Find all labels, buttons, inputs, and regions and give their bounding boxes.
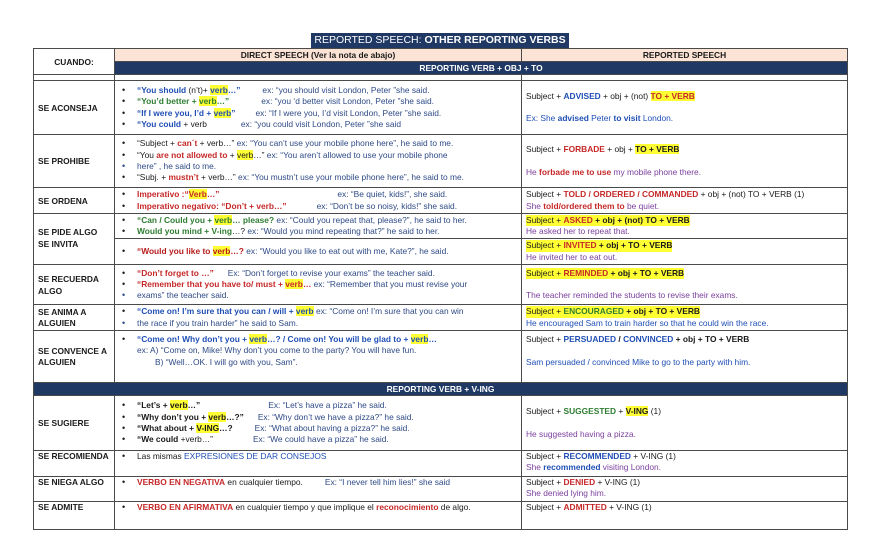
direct-sugiere	[115, 396, 522, 451]
reported-recuerda: Subject + REMINDED + obj + TO + VERB The teacher reminded the students to revise their exams.	[522, 265, 848, 305]
direct-niega	[115, 477, 522, 502]
list-item: • “Come on! Why don’t you + verb…? / Come on! You will be glad to + verb…	[119, 334, 517, 345]
section2-row	[34, 383, 848, 396]
title-part1: REPORTED SPEECH:	[314, 34, 425, 46]
direct-prohibe	[115, 135, 522, 188]
when-niega: SE NIEGA ALGO	[34, 477, 115, 502]
when-admite: SE ADMITE	[34, 502, 115, 530]
reported-sugiere: Subject + SUGGESTED + V-ING (1) He suggested having a pizza.	[522, 396, 848, 451]
list-item: • “Let’s + verb…” Ex: “Let’s have a pizza” he said.	[119, 400, 517, 411]
direct-recomienda	[115, 451, 522, 477]
row-anima	[34, 305, 848, 331]
reported-admite: Subject + ADMITTED + V-ING (1)	[522, 502, 848, 530]
reported-ordena: Subject + TOLD / ORDERED / COMMANDED + obj + (not) TO + VERB (1) She told/ordered them to be quiet.	[522, 188, 848, 214]
row-invita	[34, 239, 848, 265]
list-item: • “Why don’t you + verb…?” Ex: “Why don’t we have a pizza?” he said.	[119, 412, 517, 423]
reported-speech-table	[33, 48, 848, 530]
list-item: • “Would you like to verb…? ex: “Would you like to eat out with me, Kate?”, he said.	[119, 246, 517, 257]
section-header-ving: REPORTING VERB + V-ING	[34, 383, 848, 396]
list-item-cont: • here” , he said to me.	[119, 161, 517, 172]
page-title	[311, 33, 568, 48]
list-item: • “We could +verb…” Ex: “We could have a pizza” he said.	[119, 434, 517, 445]
list-item-cont: • the race if you train harder” he said to Sam.	[119, 318, 517, 329]
reported-convence: Subject + PERSUADED / CONVINCED + obj + TO + VERB Sam persuaded / convinced Mike to go to the party with him.	[522, 331, 848, 383]
direct-aconseja	[115, 81, 522, 135]
reported-anima: Subject + ENCOURAGED + obj + TO + VERB He encouraged Sam to train harder so that he could win the race.	[522, 305, 848, 331]
list-item: • VERBO EN NEGATIVA en cualquier tiempo. Ex: “I never tell him lies!” she said	[119, 477, 517, 488]
row-pide	[34, 214, 848, 239]
list-item: • Would you mind + V-ing…? ex: “Would you mind repeating that?” he said to her.	[119, 226, 517, 237]
reported-recomienda: Subject + RECOMMENDED + V-ING (1) She recommended visiting London.	[522, 451, 848, 477]
when-prohibe: SE PROHIBE	[34, 135, 115, 188]
list-item: • “You could + verb ex: “you could visit London, Peter ”she said	[119, 119, 517, 130]
title-part2: OTHER REPORTING VERBS	[424, 34, 566, 46]
list-item: • “Can / Could you + verb… please? ex: “Could you repeat that, please?”, he said to her.	[119, 215, 517, 226]
example-a: ex: A) “Come on, Mike! Why don’t you come to the party? You will have fun.	[137, 345, 417, 356]
row-niega	[34, 477, 848, 502]
list-item: • “You should (n’t)+ verb…” ex: “you should visit London, Peter ”she said.	[119, 85, 517, 96]
list-item: • “Come on! I’m sure that you can / will + verb ex: “Come on! I’m sure that you can win	[119, 306, 517, 317]
row-prohibe	[34, 135, 848, 188]
row-recuerda	[34, 265, 848, 305]
row-admite	[34, 502, 848, 530]
list-item: • “Subj. + mustn’t + verb…” ex: “You mustn’t use your mobile phone here”, he said to me.	[119, 172, 517, 183]
row-sugiere	[34, 396, 848, 451]
list-item: • Las mismas EXPRESIONES DE DAR CONSEJOS	[119, 451, 517, 462]
header-reported: REPORTED SPEECH	[522, 49, 848, 62]
when-recuerda: SE RECUERDA ALGO	[34, 265, 115, 305]
row-aconseja	[34, 81, 848, 135]
when-aconseja: SE ACONSEJA	[34, 81, 115, 135]
reported-invita: Subject + INVITED + obj + TO + VERB He invited her to eat out.	[522, 239, 848, 265]
list-item: • “Remember that you have to/ must + verb… ex: “Remember that you must revise your	[119, 279, 517, 290]
list-item: • “You’d better + verb…” ex: “you ‘d better visit London, Peter ”she said.	[119, 96, 517, 107]
when-sugiere: SE SUGIERE	[34, 396, 115, 451]
direct-pide	[115, 214, 522, 239]
list-item: • Imperativo negativo: “Don’t + verb…” ex: “Don’t be so noisy, kids!” she said.	[119, 201, 517, 212]
list-item: • VERBO EN AFIRMATIVA en cualquier tiempo y que implique el reconocimiento de algo.	[119, 502, 517, 513]
example-b: B) “Well…OK. I will go with you, Sam”.	[155, 356, 298, 367]
header-cuando: CUANDO:	[34, 49, 115, 75]
list-item: • “Subject + can´t + verb…” ex: “You can’t use your mobile phone here”, he said to me.	[119, 138, 517, 149]
section-header-to: REPORTING VERB + OBJ + TO	[115, 62, 848, 75]
header-row	[34, 49, 848, 62]
list-item: • Imperativo :“Verb…” ex: “Be quiet, kids!”, she said.	[119, 189, 517, 200]
direct-anima	[115, 305, 522, 331]
reported-aconseja: Subject + ADVISED + obj + (not) TO + VERB Ex: She advised Peter to visit London.	[522, 81, 848, 135]
row-ordena	[34, 188, 848, 214]
direct-convence	[115, 331, 522, 383]
direct-recuerda	[115, 265, 522, 305]
when-anima: SE ANIMA A ALGUIEN	[34, 305, 115, 331]
title-bar	[0, 33, 880, 48]
reported-pide: Subject + ASKED + obj + (not) TO + VERB He asked her to repeat that.	[522, 214, 848, 239]
reported-niega: Subject + DENIED + V-ING (1) She denied lying him.	[522, 477, 848, 502]
row-convence	[34, 331, 848, 383]
list-item: • “You are not allowed to + verb…” ex: “You aren’t allowed to use your mobile phone	[119, 150, 517, 161]
reported-prohibe: Subject + FORBADE + obj + TO + VERB He forbade me to use my mobile phone there.	[522, 135, 848, 188]
list-item: • “If I were you, I’d + verb” ex: “If I were you, I’d visit London, Peter ”she said.	[119, 108, 517, 119]
row-recomienda	[34, 451, 848, 477]
when-ordena: SE ORDENA	[34, 188, 115, 214]
list-item-cont: • exams” the teacher said.	[119, 290, 517, 301]
when-convence: SE CONVENCE A ALGUIEN	[34, 331, 115, 383]
list-item: • “Don’t forget to …” Ex: “Don’t forget to revise your exams” the teacher said.	[119, 268, 517, 279]
when-pide: SE PIDE ALGO	[34, 214, 115, 239]
when-invita: SE INVITA	[34, 239, 115, 265]
direct-admite	[115, 502, 522, 530]
direct-invita	[115, 239, 522, 265]
direct-ordena	[115, 188, 522, 214]
header-direct: DIRECT SPEECH (Ver la nota de abajo)	[115, 49, 522, 62]
list-item: • “What about + V-ING…? Ex: “What about having a pizza?” he said.	[119, 423, 517, 434]
when-recomienda: SE RECOMIENDA	[34, 451, 115, 477]
